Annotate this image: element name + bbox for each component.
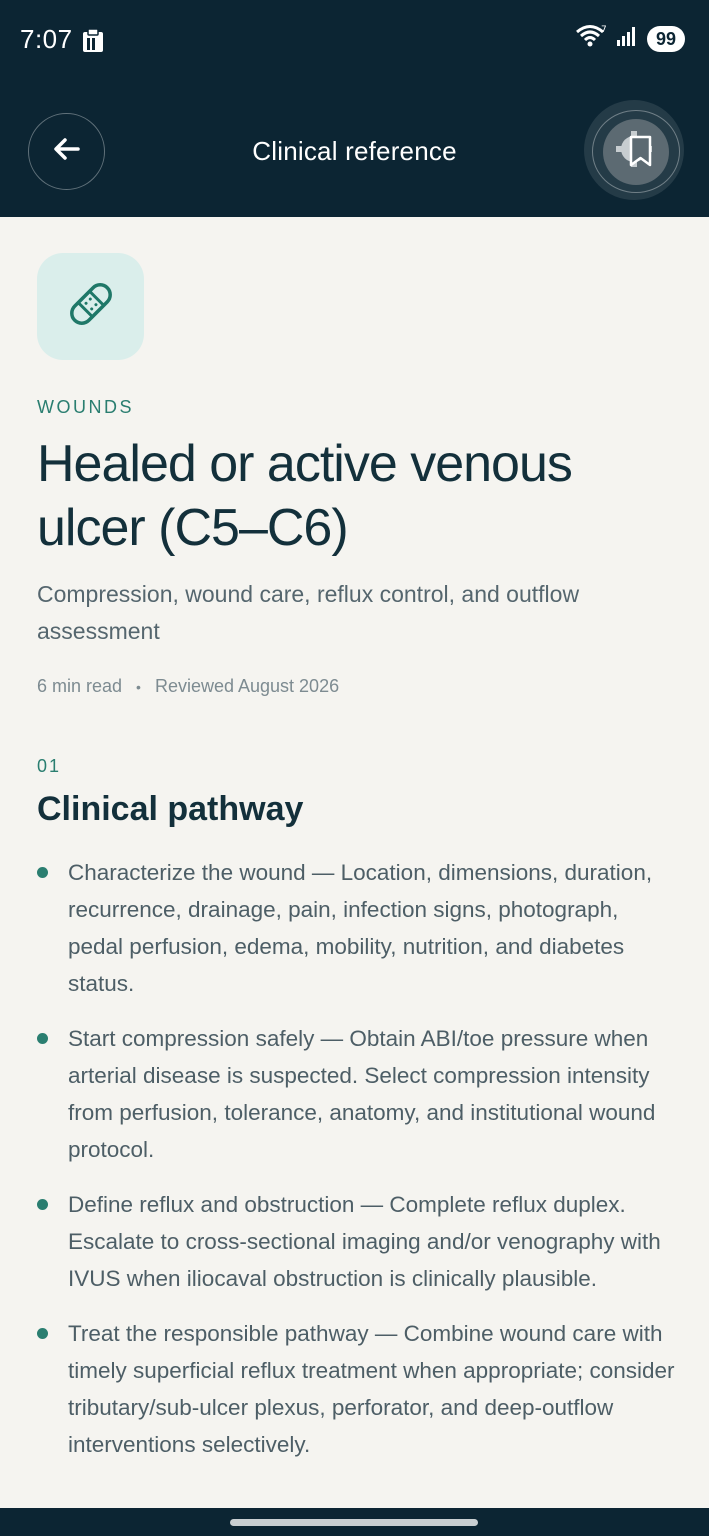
list-item [37,854,677,1002]
wifi-icon [575,24,607,53]
list-item [37,1020,677,1168]
svg-text:7: 7 [600,25,607,35]
bullet-dot [37,1033,48,1044]
list-item-text: Define reflux and obstruction — Complete reflux duplex. Escalate to cross-sectional imaging and/or venography with IVUS when iliocaval obstruction is clinically plausible. [68,1192,661,1291]
settings-button[interactable] [592,110,680,193]
bullet-dot [37,867,48,878]
meta-separator: • [136,678,141,695]
notification-clipboard-icon [80,28,106,59]
topic-tile [37,253,144,360]
article-subtitle: Compression, wound care, reflux control, and outflow assessment [37,581,580,644]
settings-button-inner [603,119,669,185]
read-time: 6 min read [37,676,123,696]
category-label: WOUNDS [37,397,134,417]
section-number: 01 [37,756,62,776]
gear-bookmark-icon [614,127,658,176]
status-indicators [575,24,685,53]
article-title: Healed or active venous ulcer (C5–C6) [37,435,572,557]
signal-icon [615,24,639,53]
bandage-icon [64,277,118,336]
bullet-dot [37,1199,48,1210]
status-time: 7:07 [20,24,73,54]
home-gesture-handle[interactable] [230,1519,478,1526]
app-bar [0,80,709,217]
list-item [37,1186,677,1297]
status-bar [0,0,709,80]
section-title: Clinical pathway [37,790,304,828]
list-item-text: Treat the responsible pathway — Combine wound care with timely superficial reflux treatment when appropriate; consider tributary/sub-ulcer plexus, perforator, and deep-outflow interventions selectively. [68,1321,675,1457]
system-nav-bar [0,1508,709,1536]
page-title: Clinical reference [252,136,457,166]
list-item-text: Characterize the wound — Location, dimensions, duration, recurrence, drainage, pain, infection signs, photograph, pedal perfusion, edema, mobility, nutrition, and diabetes status. [68,860,653,996]
battery-icon: 99 [647,26,685,52]
bullet-dot [37,1328,48,1339]
pathway-list [37,854,677,1481]
article-meta [37,676,339,697]
list-item [37,1315,677,1463]
reviewed-date: Reviewed August 2026 [154,676,340,696]
list-item-text: Start compression safely — Obtain ABI/toe pressure when arterial disease is suspected. Select compression intensity from perfusion, tolerance, anatomy, and institutional wound protocol. [68,1026,656,1162]
